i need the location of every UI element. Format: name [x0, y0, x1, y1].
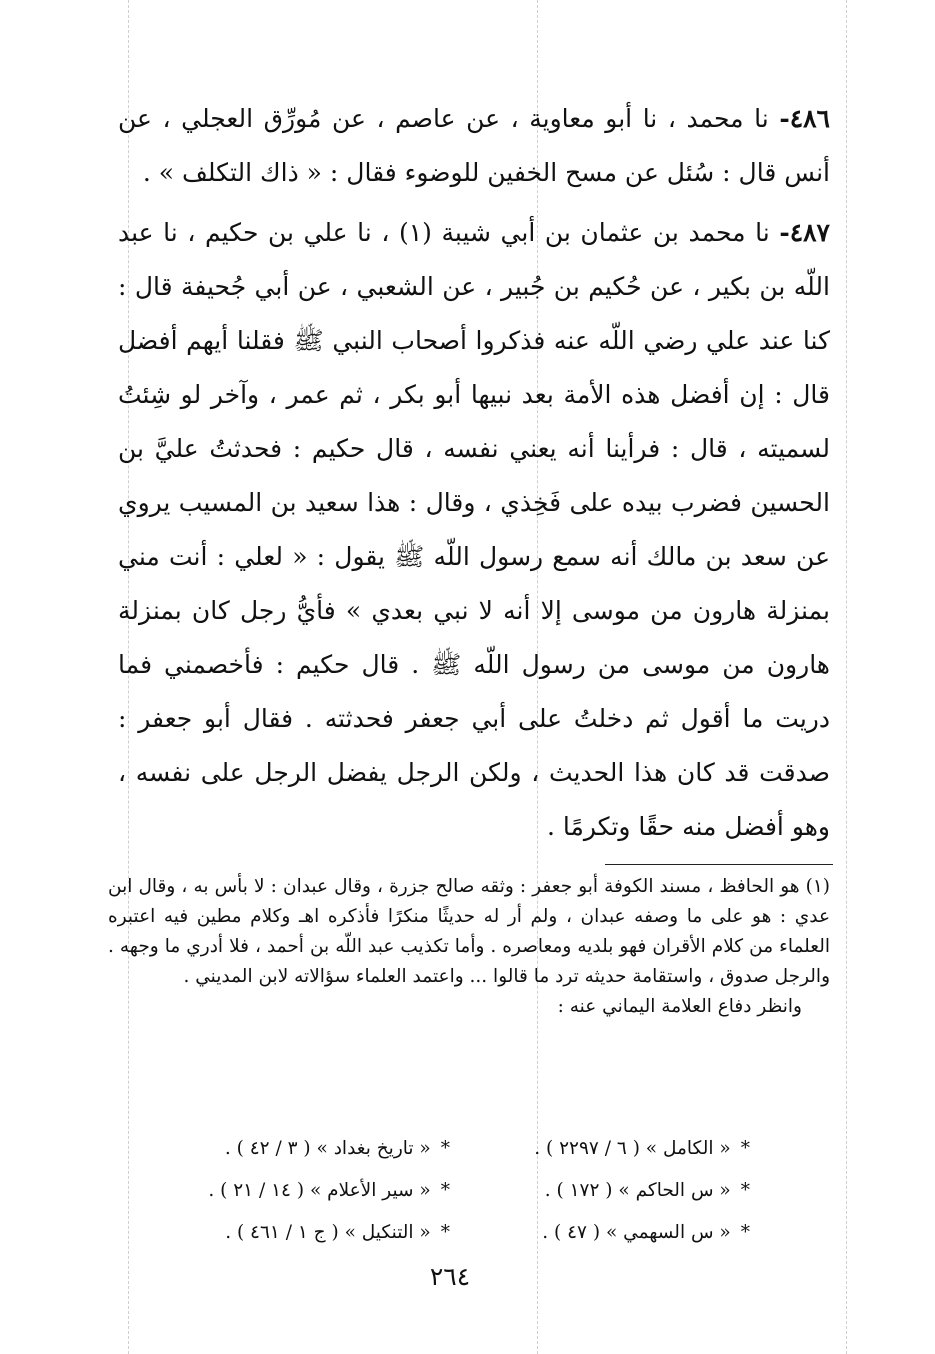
reference-item: *« تاريخ بغداد » ( ٣ / ٤٢ ) . [224, 1137, 450, 1159]
footnote-divider [605, 864, 833, 865]
reference-item: *« س السهمي » ( ٤٧ ) . [542, 1221, 750, 1243]
hadith-text: نا محمد ، نا أبو معاوية ، عن عاصم ، عن مُورِّق العجلي ، عن أنس قال : سُئل عن مسح الخفين للوضوء فقال : « ذاك التكلف » . [118, 104, 830, 187]
hadith-number: ٤٨٧- [779, 218, 830, 247]
footnotes [108, 872, 830, 1022]
footnote-text: هو الحافظ ، مسند الكوفة أبو جعفر : وثقه صالح جزرة ، وقال عبدان : لا بأس به ، وقال ابن عدي : هو على ما وصفه عبدان ، ولم أر له حديثًا منكرًا فأذكره اهـ وكلام مطين فيه اعتبره العلماء من كلام الأقران فهو بلديه ومعاصره . وأما تكذيب عبد اللّه بن أحمد ، فلا أدري ما وجهه . والرجل صدوق ، واستقامة حديثه ترد ما قالوا ... واعتمد العلماء سؤالاته لابن المديني . [108, 876, 830, 987]
reference-list [110, 1127, 750, 1253]
reference-item: *« التنكيل » ( ج ١ / ٤٦١ ) . [225, 1221, 450, 1243]
hadith-text: نا محمد بن عثمان بن أبي شيبة (١) ، نا علي بن حكيم ، نا عبد اللّه بن بكير ، عن حُكيم بن جُبير ، عن الشعبي ، عن أبي جُحيفة قال : كنا عند علي رضي اللّه عنه فذكروا أصحاب النبي ﷺ فقلنا أيهم أفضل قال : إن أفضل هذه الأمة بعد نبيها أبو بكر ، ثم عمر ، وآخر لو شِئتُ لسميته ، قال : فرأينا أنه يعني نفسه ، قال حكيم : فحدثتُ عليَّ بن الحسين فضرب بيده على فَخِذي ، وقال : هذا سعيد بن المسيب يروي عن سعد بن مالك أنه سمع رسول اللّه ﷺ يقول : « لعلي : أنت مني بمنزلة هارون من موسى إلا أنه لا نبي بعدي » فأيُّ رجل كان بمنزلة هارون من موسى من رسول اللّه ﷺ . قال حكيم : فأخصمني فما دريت ما أقول ثم دخلتُ على أبي جعفر فحدثته . فقال أبو جعفر : صدقت قد كان هذا الحديث ، ولكن الرجل يفضل الرجل على نفسه ، وهو أفضل منه حقًا وتكرمًا . [118, 218, 830, 841]
reference-item: *« سير الأعلام » ( ١٤ / ٢١ ) . [208, 1179, 450, 1201]
page-number: ٢٦٤ [429, 1262, 471, 1291]
reference-row [110, 1127, 750, 1169]
hadith-487 [118, 206, 830, 854]
reference-item: *« س الحاكم » ( ١٧٢ ) . [544, 1179, 750, 1201]
main-text [118, 92, 830, 854]
hadith-number: ٤٨٦- [779, 104, 830, 133]
reference-row [110, 1211, 750, 1253]
hadith-486 [118, 92, 830, 200]
scan-crease-right [846, 0, 847, 1354]
reference-item: *« الكامل » ( ٦ / ٢٢٩٧ ) . [534, 1137, 750, 1159]
reference-row [110, 1169, 750, 1211]
footnote-intro: وانظر دفاع العلامة اليماني عنه : [557, 996, 802, 1017]
footnote-1 [108, 872, 830, 992]
footnote-marker: (١) [805, 876, 830, 897]
